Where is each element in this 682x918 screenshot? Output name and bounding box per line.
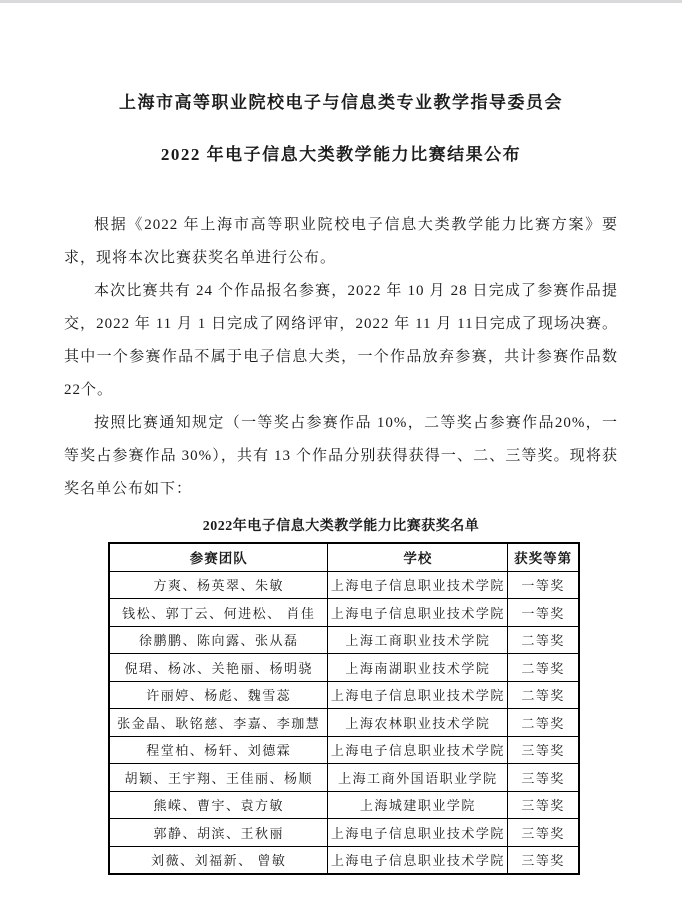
paragraph: 按照比赛通知规定（一等奖占参赛作品 10%，二等奖占参赛作品20%，一等奖占参赛作品 30%），共有 13 个作品分别获得获得一、二、三等奖。现将获奖名单公布如下： bbox=[64, 415, 618, 497]
cell-school: 上海工商外国语职业学院 bbox=[328, 764, 508, 792]
window-top-edge bbox=[0, 0, 682, 3]
table-row bbox=[109, 764, 579, 792]
cell-team: 张金晶、耿铭慈、李嘉、李珈慧 bbox=[109, 709, 328, 737]
table-row bbox=[109, 846, 579, 874]
column-header-award: 获奖等第 bbox=[508, 543, 579, 571]
cell-school: 上海农林职业技术学院 bbox=[328, 709, 508, 737]
cell-team: 许丽婷、杨彪、魏雪蕊 bbox=[109, 681, 328, 709]
cell-school: 上海南湖职业技术学院 bbox=[328, 654, 508, 682]
cell-team: 程堂柏、杨轩、刘德霖 bbox=[109, 736, 328, 764]
cell-school: 上海城建职业学院 bbox=[328, 791, 508, 819]
table-row bbox=[109, 819, 579, 847]
cell-team: 刘薇、刘福新、 曾敏 bbox=[109, 846, 328, 874]
cell-team: 倪珺、杨冰、关艳丽、杨明骁 bbox=[109, 654, 328, 682]
table-row bbox=[109, 791, 579, 819]
table-row bbox=[109, 736, 579, 764]
table-row bbox=[109, 626, 579, 654]
table-row bbox=[109, 709, 579, 737]
cell-school: 上海电子信息职业技术学院 bbox=[328, 571, 508, 599]
cell-award: 二等奖 bbox=[508, 709, 579, 737]
table-row bbox=[109, 681, 579, 709]
column-header-school: 学校 bbox=[328, 543, 508, 571]
cell-team: 徐鹏鹏、陈向露、张从磊 bbox=[109, 626, 328, 654]
cell-team: 郭静、胡滨、王秋丽 bbox=[109, 819, 328, 847]
cell-team: 钱松、郭丁云、何进松、 肖佳 bbox=[109, 599, 328, 627]
table-row bbox=[109, 599, 579, 627]
cell-award: 三等奖 bbox=[508, 819, 579, 847]
cell-team: 胡颖、王宇翔、王佳丽、杨顺 bbox=[109, 764, 328, 792]
cell-team: 方爽、杨英翠、朱敏 bbox=[109, 571, 328, 599]
cell-award: 三等奖 bbox=[508, 764, 579, 792]
document-body bbox=[64, 209, 618, 506]
cell-award: 二等奖 bbox=[508, 626, 579, 654]
document-title-line1: 上海市高等职业院校电子与信息类专业教学指导委员会 bbox=[119, 93, 563, 112]
cell-award: 三等奖 bbox=[508, 736, 579, 764]
paragraph: 根据《2022 年上海市高等职业院校电子信息大类教学能力比赛方案》要求，现将本次比赛获奖名单进行公布。 bbox=[64, 217, 618, 266]
paragraph: 本次比赛共有 24 个作品报名参赛，2022 年 10 月 28 日完成了参赛作品提交，2022 年 11 月 1 日完成了网络评审，2022 年 11 月 11日完成了现场决赛。其中一个参赛作品不属于电子信息大类，一个作品放弃参赛，共计参赛作品数22个。 bbox=[64, 283, 618, 398]
cell-award: 二等奖 bbox=[508, 681, 579, 709]
award-table-header bbox=[109, 543, 579, 571]
cell-award: 二等奖 bbox=[508, 654, 579, 682]
cell-award: 三等奖 bbox=[508, 846, 579, 874]
cell-school: 上海电子信息职业技术学院 bbox=[328, 599, 508, 627]
cell-school: 上海电子信息职业技术学院 bbox=[328, 736, 508, 764]
award-table bbox=[108, 542, 580, 875]
column-header-team: 参赛团队 bbox=[109, 543, 328, 571]
cell-award: 一等奖 bbox=[508, 571, 579, 599]
cell-award: 一等奖 bbox=[508, 599, 579, 627]
table-caption: 2022年电子信息大类教学能力比赛获奖名单 bbox=[202, 519, 480, 534]
document-title-line2: 2022 年电子信息大类教学能力比赛结果公布 bbox=[160, 145, 522, 164]
cell-school: 上海电子信息职业技术学院 bbox=[328, 819, 508, 847]
table-row bbox=[109, 571, 579, 599]
award-table-body bbox=[109, 571, 579, 874]
cell-team: 熊嵘、曹宇、袁方敏 bbox=[109, 791, 328, 819]
cell-award: 三等奖 bbox=[508, 791, 579, 819]
table-row bbox=[109, 654, 579, 682]
cell-school: 上海电子信息职业技术学院 bbox=[328, 846, 508, 874]
cell-school: 上海电子信息职业技术学院 bbox=[328, 681, 508, 709]
cell-school: 上海工商职业技术学院 bbox=[328, 626, 508, 654]
